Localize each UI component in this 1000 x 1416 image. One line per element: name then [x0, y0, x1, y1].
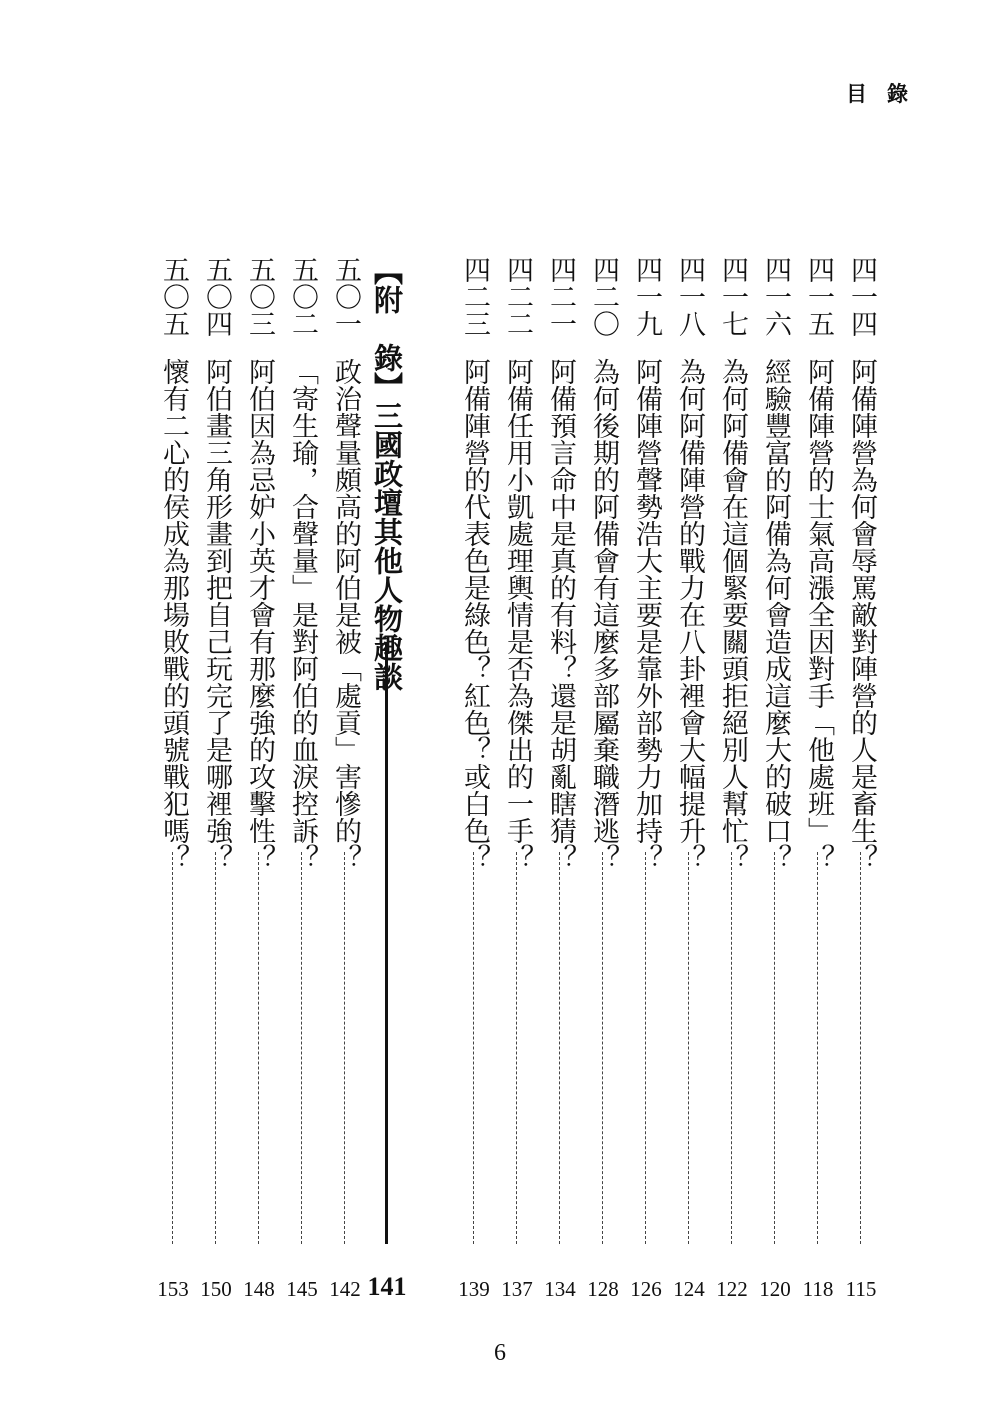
entry-page: 126: [630, 1277, 662, 1301]
entry-number: 四一五: [803, 256, 834, 337]
toc-entry[interactable]: [287, 256, 317, 1302]
leader-line: [860, 852, 861, 1244]
toc-entry[interactable]: [846, 256, 876, 1302]
leader-line: [688, 852, 689, 1244]
leader-line: [344, 852, 345, 1244]
toc-entry[interactable]: [330, 256, 360, 1302]
toc-entry[interactable]: [631, 256, 661, 1302]
entry-title: 為何阿備會在這個緊要關頭拒絕別人幫忙？: [717, 358, 748, 871]
entry-number: 五〇二: [287, 256, 318, 337]
toc-entry[interactable]: [717, 256, 747, 1302]
leader-line: [516, 852, 517, 1244]
entry-title: 為何阿備陣營的戰力在八卦裡會大幅提升？: [674, 358, 705, 871]
entry-number: 五〇一: [330, 256, 361, 337]
toc-entry[interactable]: [244, 256, 274, 1302]
running-header: 目錄: [846, 81, 928, 106]
toc-entry[interactable]: [674, 256, 704, 1302]
toc-entry[interactable]: [459, 256, 489, 1302]
entry-page: 142: [329, 1277, 361, 1301]
toc-entry[interactable]: [760, 256, 790, 1302]
entry-number: 四一九: [631, 256, 662, 337]
leader-line: [215, 852, 216, 1244]
leader-line: [602, 852, 603, 1244]
entry-page: 148: [243, 1277, 275, 1301]
entry-title: 阿伯因為忌妒小英才會有那麼強的攻擊性？: [244, 358, 275, 871]
entry-page: 150: [200, 1277, 232, 1301]
entry-page: 145: [286, 1277, 318, 1301]
entry-title: 阿備陣營聲勢浩大主要是靠外部勢力加持？: [631, 358, 662, 871]
leader-line: [385, 642, 388, 1244]
entry-number: 四一七: [717, 256, 748, 337]
toc-entry[interactable]: [502, 256, 532, 1302]
entry-title: 政治聲量頗高的阿伯是被「處貢」害慘的？: [330, 358, 361, 871]
leader-line: [473, 852, 474, 1244]
entry-page: 139: [458, 1277, 490, 1301]
toc-entry[interactable]: [545, 256, 575, 1302]
entry-title: 阿備預言命中是真的有料？還是胡亂瞎猜？: [545, 358, 576, 871]
leader-line: [774, 852, 775, 1244]
appendix-title: 【附 錄】三國政壇其他人物趣談: [370, 256, 404, 691]
leader-line: [172, 852, 173, 1244]
entry-page: 120: [759, 1277, 791, 1301]
entry-page: 122: [716, 1277, 748, 1301]
entry-number: 四二〇: [588, 256, 619, 337]
entry-title: 為何後期的阿備會有這麼多部屬棄職潛逃？: [588, 358, 619, 871]
entry-number: 四二一: [545, 256, 576, 337]
entry-number: 四二三: [459, 256, 490, 337]
toc-entry[interactable]: [158, 256, 188, 1302]
entry-page: 124: [673, 1277, 705, 1301]
appendix-page: 141: [367, 1272, 407, 1301]
leader-line: [817, 852, 818, 1244]
toc-entry[interactable]: [201, 256, 231, 1302]
entry-number: 四一八: [674, 256, 705, 337]
appendix-heading[interactable]: [367, 256, 407, 1302]
leader-line: [645, 852, 646, 1244]
entry-page: 118: [802, 1277, 834, 1301]
page-number: 6: [494, 1340, 506, 1366]
entry-number: 五〇三: [244, 256, 275, 337]
entry-title: 阿備陣營的代表色是綠色？紅色？或白色？: [459, 358, 490, 871]
entry-number: 五〇五: [158, 256, 189, 337]
entry-number: 五〇四: [201, 256, 232, 337]
entry-page: 128: [587, 1277, 619, 1301]
leader-line: [258, 852, 259, 1244]
entry-title: 阿備陣營為何會辱罵敵對陣營的人是畜生？: [846, 358, 877, 871]
leader-line: [731, 852, 732, 1244]
toc-entry[interactable]: [588, 256, 618, 1302]
entry-title: 「寄生瑜，合聲量」是對阿伯的血淚控訴？: [287, 358, 318, 871]
entry-title: 阿備陣營的士氣高漲全因對手「他處班」？: [803, 358, 834, 871]
entry-page: 137: [501, 1277, 533, 1301]
entry-page: 153: [157, 1277, 189, 1301]
entry-page: 134: [544, 1277, 576, 1301]
entry-page: 115: [845, 1277, 877, 1301]
entry-title: 阿備任用小凱處理輿情是否為傑出的一手？: [502, 358, 533, 871]
entry-number: 四二二: [502, 256, 533, 337]
entry-title: 阿伯畫三角形畫到把自己玩完了是哪裡強？: [201, 358, 232, 871]
leader-line: [559, 852, 560, 1244]
leader-line: [301, 852, 302, 1244]
toc-entry[interactable]: [803, 256, 833, 1302]
entry-title: 懷有二心的侯成為那場敗戰的頭號戰犯嗎？: [158, 358, 189, 871]
entry-number: 四一四: [846, 256, 877, 337]
entry-title: 經驗豐富的阿備為何會造成這麼大的破口？: [760, 358, 791, 871]
entry-number: 四一六: [760, 256, 791, 337]
